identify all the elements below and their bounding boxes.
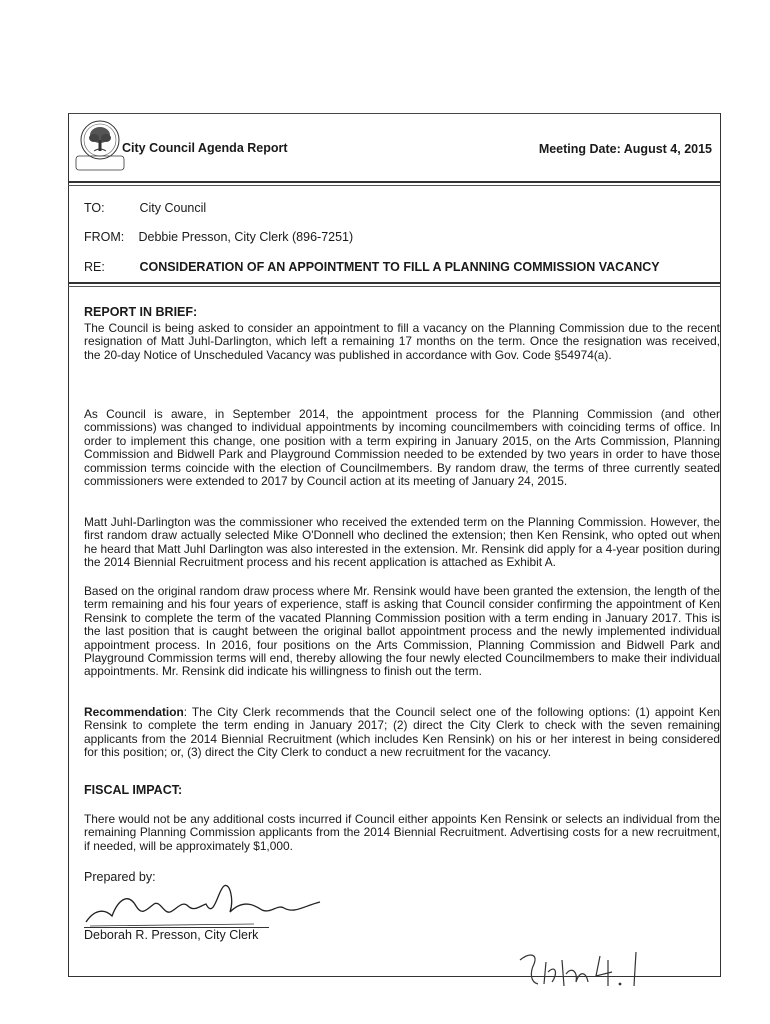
memo-from-label: FROM:	[84, 230, 125, 244]
memo-divider-thin	[68, 286, 720, 287]
paragraph-vacancy: The Council is being asked to consider an appointment to fill a vacancy on the Planning Commission due to the recent resignation of Matt Juhl-Darlington, which left a remaining 17 months on the term. Once the resignation was received, the 20-day Notice of Unscheduled Vacancy was published in accordance with Gov. Code §54974(a).	[84, 321, 720, 362]
paragraph-process-change: As Council is aware, in September 2014, the appointment process for the Planning Commission (and other commissions) was changed to individual appointments by incoming councilmembers with coinciding terms of office. In order to implement this change, one position with a term expiring in January 2015, on the Arts Commission, Planning Commission and Bidwell Park and Playground Commission needed to be extended by two years in order to have those commission terms coincide with the election of Councilmembers. By random draw, the terms of three currently seated commissioners were extended to 2017 by Council action at its meeting of January 24, 2015.	[84, 407, 720, 489]
report-title: City Council Agenda Report	[122, 141, 288, 155]
memo-re-value: CONSIDERATION OF AN APPOINTMENT TO FILL A PLANNING COMMISSION VACANCY	[139, 260, 660, 274]
city-seal-logo	[74, 116, 126, 176]
memo-from-value: Debbie Presson, City Clerk (896-7251)	[138, 230, 354, 244]
memo-re	[84, 260, 660, 274]
handwritten-item-number	[516, 942, 696, 992]
recommendation-text: : The City Clerk recommends that the Council select one of the following options: (1) appoint Ken Rensink to complete the term ending in January 2017; (2) direct the City Clerk to check with the seven remaining applicants from the 2014 Biennial Recruitment (which includes Ken Rensink) on his or her interest in being considered for this position; or, (3) direct the City Clerk to conduct a new recruitment for the vacancy.	[84, 705, 720, 760]
tree-icon	[74, 116, 126, 176]
memo-divider	[68, 282, 720, 284]
header-divider-thin	[68, 185, 720, 186]
signer-name: Deborah R. Presson, City Clerk	[84, 928, 259, 942]
paragraph-fiscal-impact: There would not be any additional costs incurred if Council either appoints Ken Rensink or selects an individual from the remaining Planning Commission applicants from the 2014 Biennial Recruitment. Advertising costs for a new recruitment, if needed, will be approximately $1,000.	[84, 812, 720, 853]
memo-to-label: TO:	[84, 201, 105, 215]
paragraph-recommendation	[84, 706, 720, 760]
recommendation-label: Recommendation	[84, 705, 184, 719]
header-divider	[68, 181, 720, 183]
fiscal-impact-heading: FISCAL IMPACT:	[84, 783, 183, 797]
meeting-date: Meeting Date: August 4, 2015	[538, 142, 712, 156]
memo-to	[84, 201, 206, 215]
memo-to-value: City Council	[139, 201, 207, 215]
report-header	[68, 113, 720, 183]
memo-re-label: RE:	[84, 260, 105, 274]
prepared-by-label: Prepared by:	[84, 870, 156, 884]
memo-from	[84, 230, 353, 244]
paragraph-extended-term: Matt Juhl-Darlington was the commissioner who received the extended term on the Planning Commission. However, the first random draw actually selected Mike O'Donnell who declined the extension; then Ken Rensink, who opted out when he heard that Matt Juhl Darlington was also interested in the extension. Mr. Rensink did apply for a 4-year position during the 2014 Biennial Recruitment process and his recent application is attached as Exhibit A.	[84, 515, 720, 570]
report-in-brief-heading: REPORT IN BRIEF:	[84, 305, 198, 319]
paragraph-staff-request: Based on the original random draw process where Mr. Rensink would have been granted the extension, the length of the term remaining and his four years of experience, staff is asking that Council consider confirming the appointment of Ken Rensink to complete the term of the vacated Planning Commission position with a term ending in January 2017. This is the last position that is caught between the original ballot appointment process and the newly implemented individual appointment process. In 2016, four positions on the Arts Commission, Planning Commission and Bidwell Park and Playground Commission terms will end, thereby allowing the four newly elected Councilmembers to make their individual appointments. Mr. Rensink did indicate his willingness to finish out the term.	[84, 584, 720, 679]
